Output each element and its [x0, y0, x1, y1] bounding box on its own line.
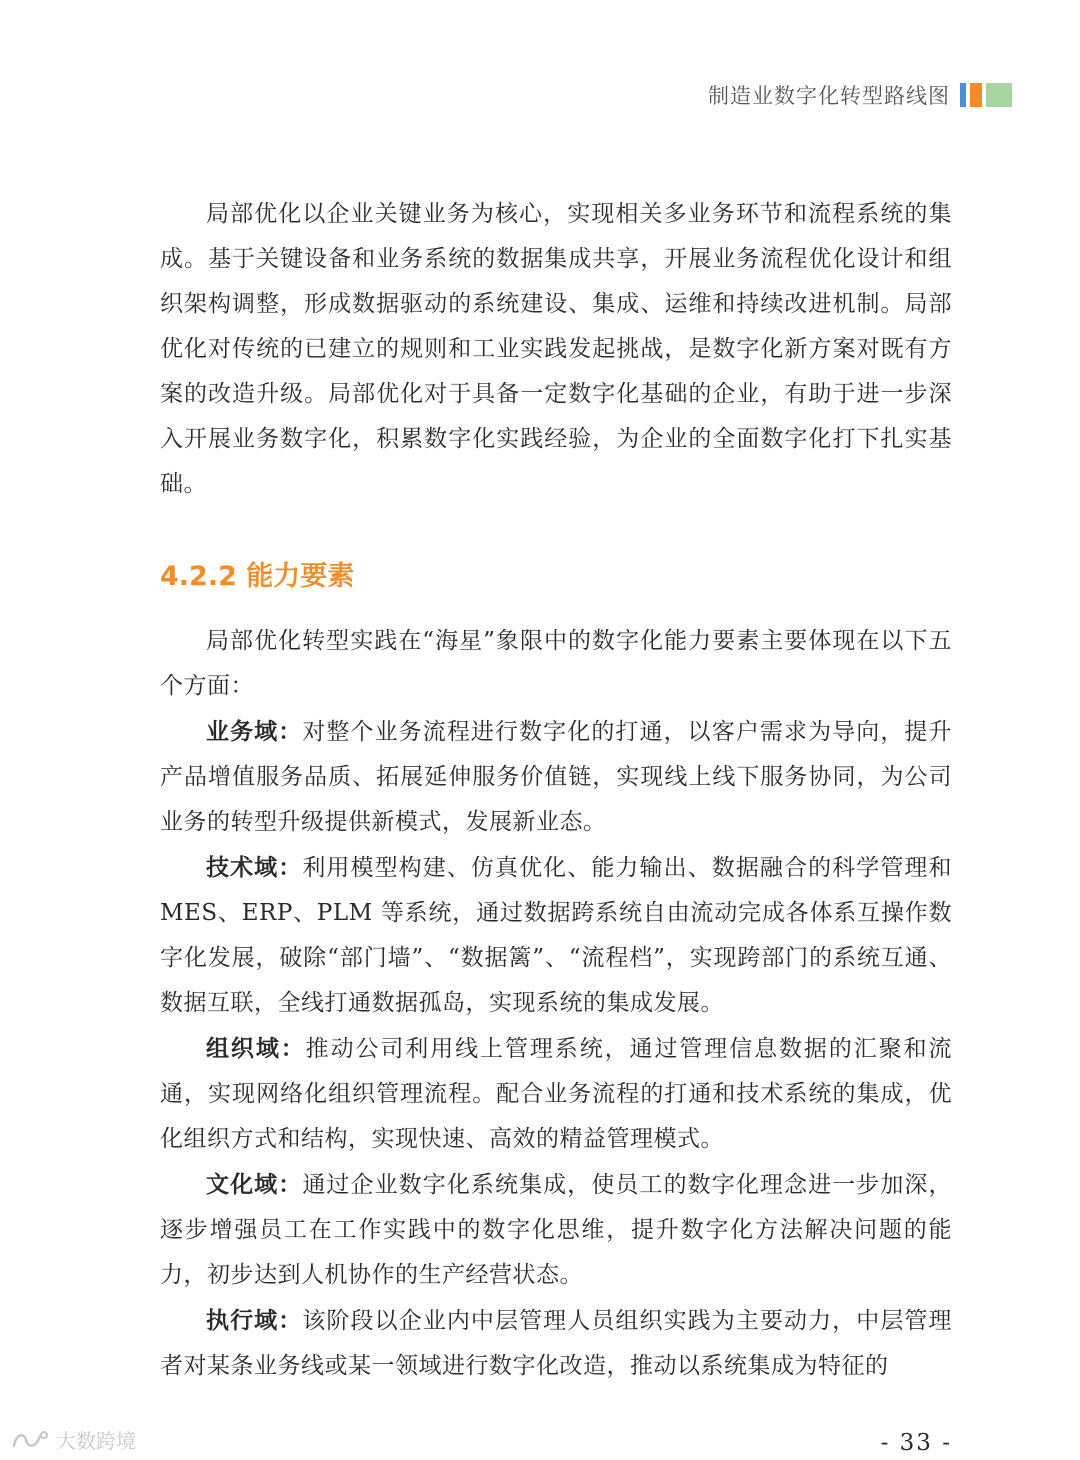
brand-logo-icon [10, 1428, 50, 1452]
item-text: 该阶段以企业内中层管理人员组织实践为主要动力，中层管理者对某条业务线或某一领域进行数字化改造，推动以系统集成为特征的 [160, 1308, 953, 1379]
item-term: 业务域： [206, 718, 303, 745]
section-heading: 4.2.2 能力要素 [160, 561, 355, 592]
item-term: 文化域： [206, 1171, 303, 1198]
watermark [10, 1425, 136, 1454]
intro-paragraph: 局部优化以企业关键业务为核心，实现相关多业务环节和流程系统的集成。基于关键设备和业务系统的数据集成共享，开展业务流程优化设计和组织架构调整，形成数据驱动的系统建设、集成、运维和持续改进机制。局部优化对传统的已建立的规则和工业实践发起挑战，是数字化新方案对既有方案的改造升级。局部优化对于具备一定数字化基础的企业，有助于进一步深入开展业务数字化，积累数字化实践经验，为企业的全面数字化打下扎实基础。 [160, 201, 952, 497]
section-lead: 局部优化转型实践在“海星”象限中的数字化能力要素主要体现在以下五个方面： [160, 628, 952, 699]
item-text: 推动公司利用线上管理系统，通过管理信息数据的汇聚和流通，实现网络化组织管理流程。配合业务流程的打通和技术系统的集成，优化组织方式和结构，实现快速、高效的精益管理模式。 [160, 1036, 953, 1152]
item-text: 通过企业数字化系统集成，使员工的数字化理念进一步加深，逐步增强员工在工作实践中的数字化思维，提升数字化方法解决问题的能力，初步达到人机协作的生产经营状态。 [160, 1172, 953, 1288]
item-term: 执行域： [206, 1307, 303, 1334]
item-term: 技术域： [206, 854, 303, 881]
item-technology-domain [160, 845, 952, 1026]
page-content [160, 192, 952, 1389]
header-block-green [986, 83, 1012, 107]
item-text: 对整个业务流程进行数字化的打通，以客户需求为导向，提升产品增值服务品质、拓展延伸服务价值链，实现线上线下服务协同，为公司业务的转型升级提供新模式，发展新业态。 [160, 719, 953, 835]
watermark-text: 大数跨境 [56, 1429, 136, 1453]
header-block-orange [970, 83, 982, 107]
page-number: - 33 - [880, 1430, 952, 1456]
header-color-blocks [960, 83, 1012, 107]
running-header [708, 80, 1012, 110]
item-business-domain [160, 709, 952, 845]
item-execution-domain [160, 1298, 952, 1389]
item-organization-domain [160, 1026, 952, 1162]
item-text: 利用模型构建、仿真优化、能力输出、数据融合的科学管理和 MES、ERP、PLM 等系统，通过数据跨系统自由流动完成各体系互操作数字化发展，破除“部门墙”、“数据篱”、“流程档”，实现跨部门的系统互通、数据互联，全线打通数据孤岛，实现系统的集成发展。 [160, 855, 953, 1016]
item-term: 组织域： [206, 1035, 306, 1062]
item-culture-domain [160, 1162, 952, 1298]
header-block-blue [960, 83, 966, 107]
running-header-title: 制造业数字化转型路线图 [708, 84, 950, 108]
